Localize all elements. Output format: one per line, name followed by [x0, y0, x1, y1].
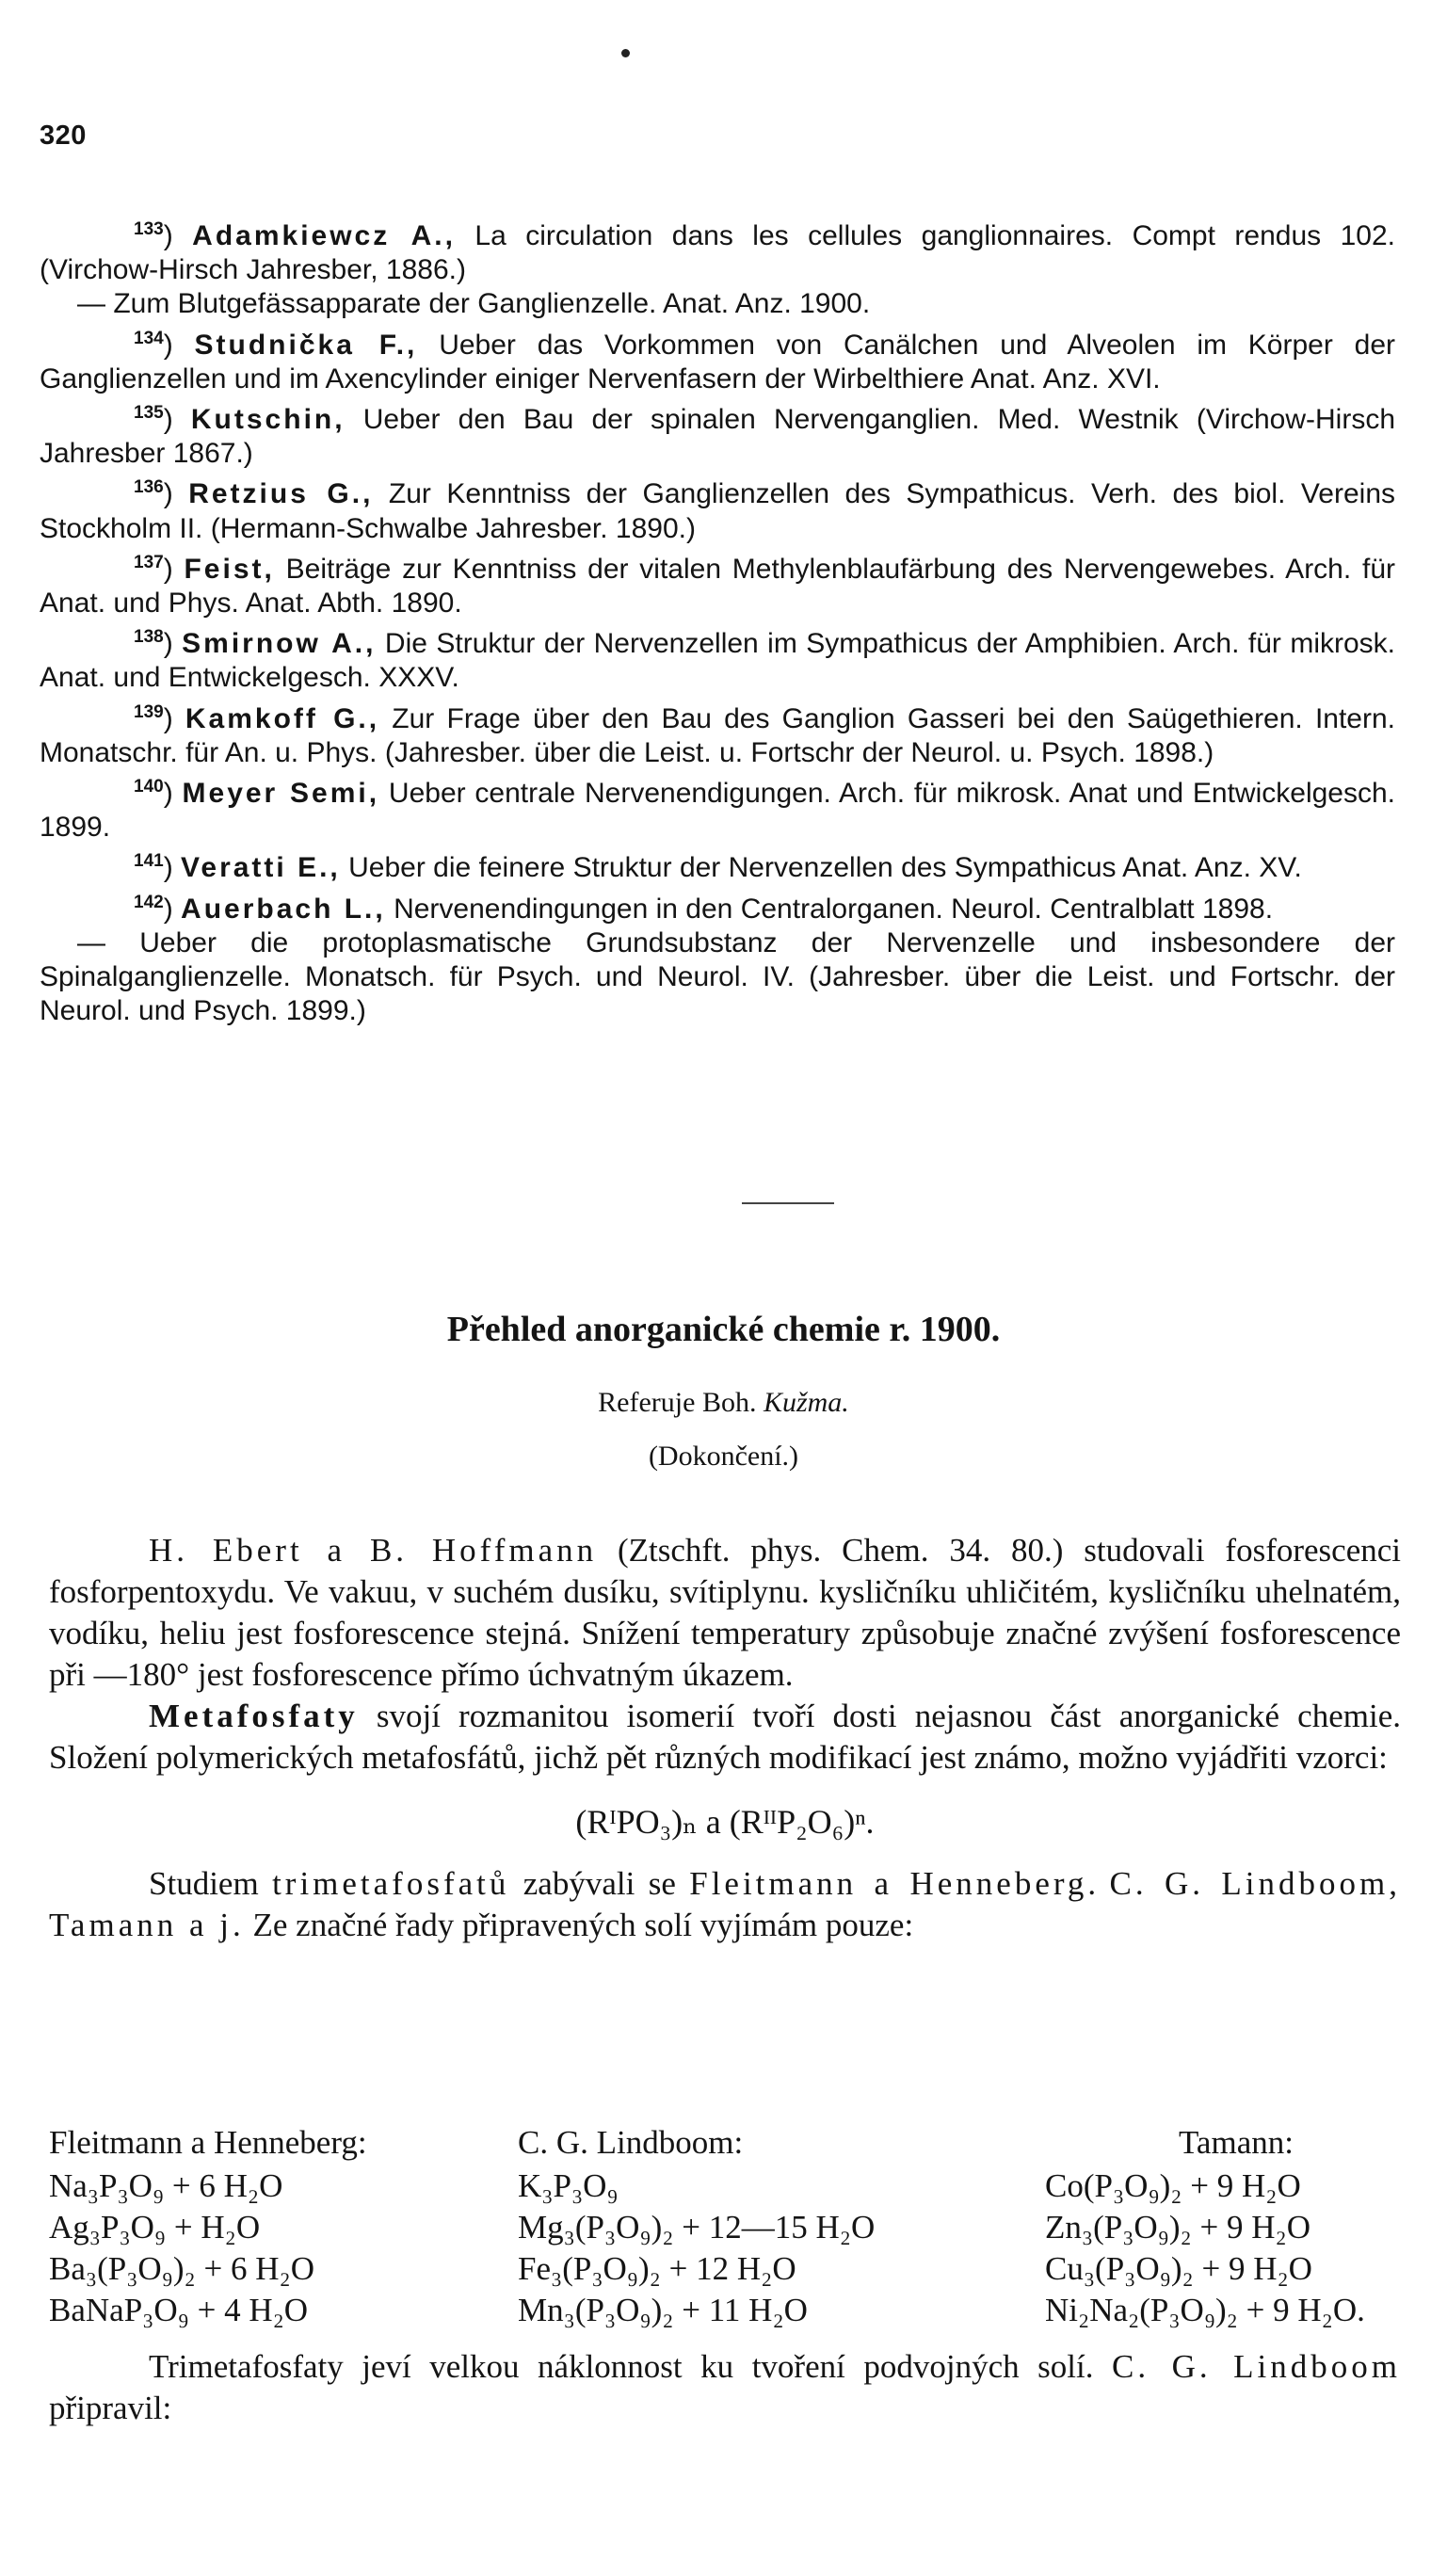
reference-number: 141	[134, 851, 164, 872]
reference-text: Zur Kenntniss der Ganglienzellen des Sympathicus. Verh. des biol. Vereins Stockholm II. (Hermann-Schwalbe Jahresber. 1890.)	[40, 478, 1395, 544]
paragraph-text: svojí rozmanitou isomerií tvoří dosti nejasnou část anorganické chemie. Složení polymerických metafosfátů, jichž pět různých modifikací jest známo, možno vyjádřiti vzorci:	[49, 1698, 1401, 1776]
reference-text: Ueber centrale Nervenendigungen. Arch. für mikrosk. Anat und Entwickelgesch. 1899.	[40, 778, 1395, 844]
column-header: Fleitmann a Henneberg:	[49, 2124, 367, 2161]
reference-item: $^{136}$) Retzius G., Zur Kenntniss der Ganglienzellen des Sympathicus. Verh. des biol. Vereins Stockholm II. (Hermann-Schwalbe Jahresber. 1890.)	[40, 477, 1395, 544]
paragraph-trimetafosfaty	[49, 1863, 1401, 1946]
reference-text: — Zum Blutgefässapparate der Ganglienzelle. Anat. Anz. 1900.	[77, 288, 871, 320]
reference-item: $^{133}$) Adamkiewcz A., La circulation dans les cellules ganglionnaires. Compt rendus 102. (Virchow-Hirsch Jahresber, 1886.)	[40, 219, 1395, 286]
reference-number: 138	[134, 627, 164, 648]
reference-text: Ueber den Bau der spinalen Nervenganglien. Med. Westnik (Virchow-Hirsch Jahresber 1867.)	[40, 404, 1395, 470]
reference-text: La circulation dans les cellules ganglionnaires. Compt rendus 102. (Virchow-Hirsch Jahresber, 1886.)	[40, 220, 1395, 286]
reference-text: Ueber die feinere Struktur der Nervenzellen des Sympathicus Anat. Anz. XV.	[340, 852, 1302, 884]
reference-author: Kutschin,	[190, 404, 346, 436]
paragraph-lindboom	[49, 2346, 1401, 2429]
reference-number: 135	[134, 403, 164, 424]
reference-item: $^{139}$) Kamkoff G., Zur Frage über den Bau des Ganglion Gasseri bei den Saügethieren. Intern. Monatschr. für An. u. Phys. (Jahresber. über die Leist. u. Fortschr der Neurol. u. Psych. 1898.)	[40, 701, 1395, 768]
reference-author: Veratti E.,	[181, 852, 341, 884]
paragraph-text: připravil:	[49, 2390, 172, 2426]
article-body	[49, 1530, 1401, 1946]
table-cell: Co(P₃O₉)₂ + 9 H₂O	[1045, 2167, 1301, 2204]
reference-number: 133	[134, 219, 164, 239]
reference-item: $^{138}$) Smirnow A., Die Struktur der Nervenzellen im Sympathicus der Amphibien. Arch. für mikrosk. Anat. und Entwickelgesch. XXXV.	[40, 627, 1396, 694]
table-row	[49, 2165, 1405, 2207]
reference-item: $^{134}$) Studnička F., Ueber das Vorkommen von Canälchen und Alveolen im Körper der Ganglienzellen und im Axencylinder einiger Nervenfasern der Wirbelthiere Anat. Anz. XVI.	[40, 328, 1395, 394]
cited-authors: H. Ebert a B. Hoffmann	[149, 1532, 598, 1569]
reference-text: Nervenendingungen in den Centralorganen. Neurol. Centralblatt 1898.	[385, 893, 1274, 925]
reference-item: $^{140}$) Meyer Semi, Ueber centrale Nervenendigungen. Arch. für mikrosk. Anat und Entwickelgesch. 1899.	[40, 777, 1395, 844]
reference-item: $^{135}$) Kutschin, Ueber den Bau der spinalen Nervenganglien. Med. Westnik (Virchow-Hirsch Jahresber 1867.)	[40, 403, 1395, 470]
section-divider	[742, 1202, 834, 1204]
paragraph-text: Studiem	[149, 1865, 273, 1902]
reference-text: — Ueber die protoplasmatische Grundsubstanz der Nervenzelle und insbesondere der Spinalganglienzelle. Monatsch. für Psych. und Neurol. IV. (Jahresber. über die Leist. und Fortschr. der Neurol. und Psych. 1899.)	[40, 926, 1395, 1027]
table-cell: Mn₃(P₃O₉)₂ + 11 H₂O	[518, 2292, 808, 2328]
reference-item	[40, 926, 1395, 1029]
reference-number: 134	[134, 328, 164, 348]
closing-paragraph	[49, 2346, 1401, 2429]
reference-author: Adamkiewcz A.,	[192, 220, 456, 251]
column-header: C. G. Lindboom:	[518, 2124, 744, 2161]
reference-list	[40, 213, 1395, 1028]
paragraph-ebert-hoffmann	[49, 1530, 1401, 1696]
reference-author: Smirnow A.,	[182, 628, 377, 660]
reference-item: $^{141}$) Veratti E., Ueber die feinere Struktur der Nervenzellen des Sympathicus Anat. Anz. XV.	[134, 851, 1302, 884]
reference-number: 140	[134, 777, 164, 797]
paragraph-text: Trimetafosfaty jeví velkou náklonnost ku tvoření podvojných solí.	[149, 2348, 1112, 2385]
table-cell: Ba₃(P₃O₉)₂ + 6 H₂O	[49, 2250, 314, 2287]
reference-author: Feist,	[184, 553, 275, 585]
reference-text: Zur Frage über den Bau des Ganglion Gasseri bei den Saügethieren. Intern. Monatschr. für An. u. Phys. (Jahresber. über die Leist. u. Fortschr der Neurol. u. Psych. 1898.)	[40, 702, 1395, 768]
article-continued: (Dokončení.)	[648, 1441, 799, 1472]
reference-text: Die Struktur der Nervenzellen im Sympathicus der Amphibien. Arch. für mikrosk. Anat. und Entwickelgesch. XXXV.	[40, 628, 1396, 694]
page-number: 320	[40, 121, 87, 151]
cited-authors: C. G. Lindboom	[1112, 2348, 1401, 2385]
table-row	[49, 2248, 1405, 2290]
reference-text: Ueber das Vorkommen von Canälchen und Alveolen im Körper der Ganglienzellen und im Axencylinder einiger Nervenfasern der Wirbelthiere Anat. Anz. XVI.	[40, 329, 1395, 394]
table-cell: Fe₃(P₃O₉)₂ + 12 H₂O	[518, 2250, 796, 2287]
reference-item	[40, 287, 1395, 321]
paragraph-text: (Ztschft. phys. Chem. 34. 80.) studovali fosforescenci fosforpentoxydu. Ve vakuu, v suchém dusíku, svítiplynu. kysličníku uhličitém, kysličníku uhelnatém, vodíku, heliu jest fosforescence stejná. Snížení temperatury způsobuje značné zvýšení fosforescence při —180° jest fosforescence přímo úchvatným úkazem.	[49, 1532, 1401, 1693]
table-cell: BaNaP₃O₉ + 4 H₂O	[49, 2292, 309, 2328]
cited-authors: C. G. Lindboom, Tamann a j.	[49, 1865, 1401, 1943]
paragraph-text: Ze značné řady připravených solí vyjímám pouze:	[244, 1907, 914, 1943]
table-cell: Cu₃(P₃O₉)₂ + 9 H₂O	[1045, 2250, 1312, 2287]
reference-number: 139	[134, 701, 164, 722]
table-row	[49, 2290, 1405, 2331]
table-cell: Ag₃P₃O₉ + H₂O	[49, 2209, 261, 2246]
paragraph-text: .	[1087, 1865, 1110, 1902]
referent-name: Kužma.	[763, 1387, 849, 1418]
topic-lead: Metafosfaty	[149, 1698, 359, 1734]
reference-author: Kamkoff G.,	[185, 702, 380, 734]
reference-number: 137	[134, 552, 164, 572]
reference-author: Auerbach L.,	[181, 893, 386, 925]
paragraph-text: zabývali se	[509, 1865, 690, 1902]
article-title: Přehled anorganické chemie r. 1900.	[446, 1310, 1001, 1349]
table-row	[49, 2207, 1405, 2248]
reference-author: Meyer Semi,	[182, 778, 380, 810]
reference-text: Beiträge zur Kenntniss der vitalen Methylenblaufärbung des Nervengewebes. Arch. für Anat. und Phys. Anat. Abth. 1890.	[40, 553, 1395, 620]
salts-table	[49, 2122, 1405, 2331]
reference-number: 142	[134, 892, 164, 912]
article-referent	[0, 1387, 1447, 1419]
table-cell: Zn₃(P₃O₉)₂ + 9 H₂O	[1045, 2209, 1310, 2246]
print-speck	[621, 49, 630, 57]
reference-item: $^{137}$) Feist, Beiträge zur Kenntniss der vitalen Methylenblaufärbung des Nervengewebes. Arch. für Anat. und Phys. Anat. Abth. 1890.	[40, 552, 1395, 620]
table-header-row	[49, 2122, 1405, 2165]
cited-authors: Fleitmann a Henneberg	[689, 1865, 1088, 1902]
paragraph-metafosfaty	[49, 1696, 1401, 1779]
reference-author: Retzius G.,	[188, 478, 374, 510]
reference-author: Studnička F.,	[194, 329, 418, 361]
table-cell: K₃P₃O₉	[518, 2167, 619, 2204]
reference-number: 136	[134, 477, 164, 498]
column-header: Tamann:	[1179, 2124, 1294, 2161]
metaphosphate-formula: (RᴵPO₃)ₙ a (RᴵᴵP₂O₆)ⁿ.	[575, 1803, 875, 1841]
topic-term: trimetafosfatů	[272, 1865, 510, 1902]
table-cell: Ni₂Na₂(P₃O₉)₂ + 9 H₂O.	[1045, 2292, 1365, 2328]
table-cell: Na₃P₃O₉ + 6 H₂O	[49, 2167, 283, 2204]
table-cell: Mg₃(P₃O₉)₂ + 12—15 H₂O	[518, 2209, 876, 2246]
referent-prefix: Referuje Boh.	[598, 1387, 764, 1418]
reference-item: $^{142}$) Auerbach L., Nervenendingungen in den Centralorganen. Neurol. Centralblatt 1898.	[134, 892, 1274, 925]
